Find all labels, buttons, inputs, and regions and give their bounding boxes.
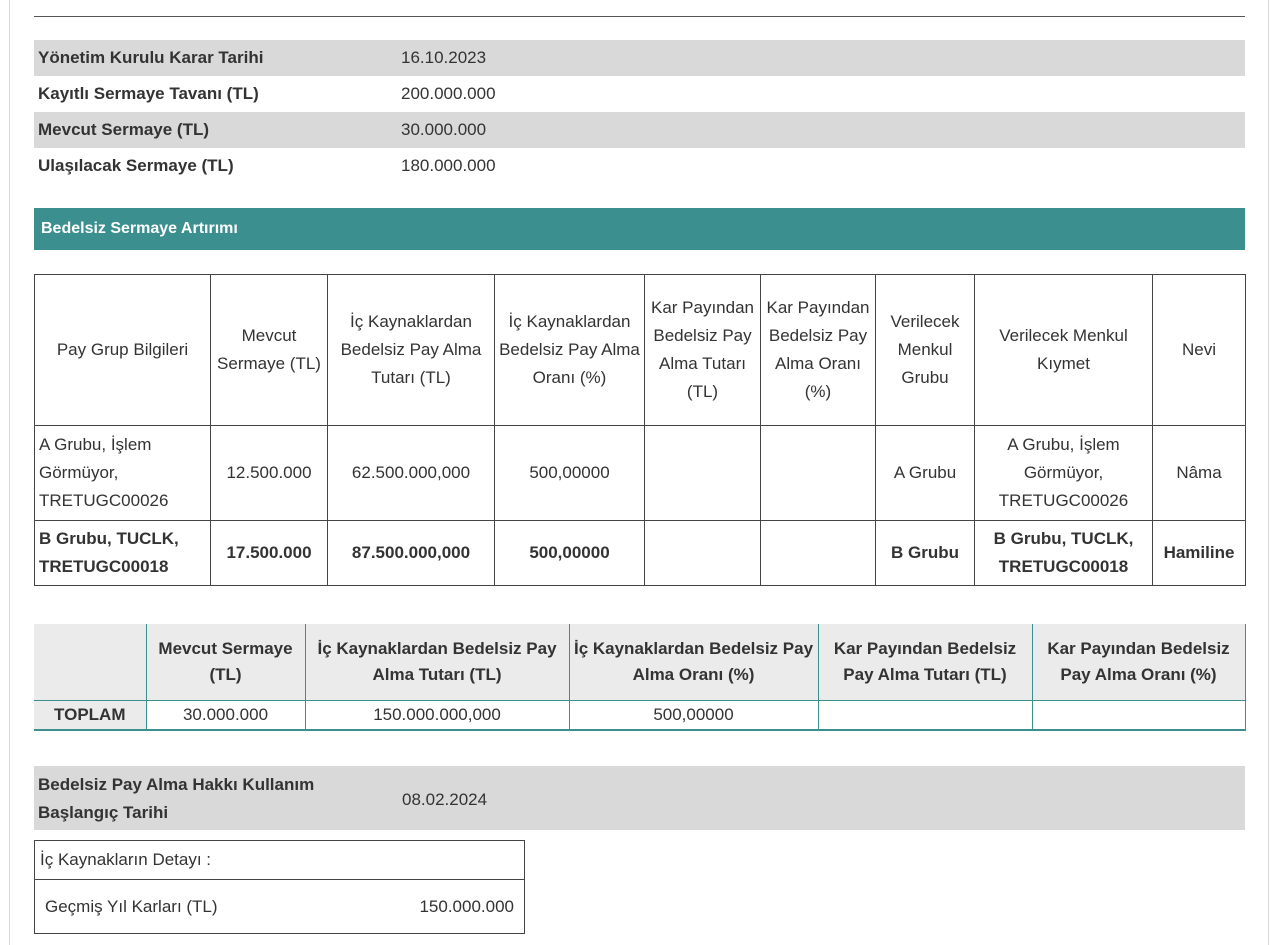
column-header: Verilecek Menkul Kıymet — [975, 275, 1153, 426]
column-header: Kar Payından Bedelsiz Pay Alma Oranı (%) — [1032, 624, 1245, 701]
table-header-row — [35, 275, 1246, 426]
table-cell — [818, 701, 1032, 731]
table-cell — [1032, 701, 1245, 731]
info-label: Yönetim Kurulu Karar Tarihi — [34, 40, 397, 76]
info-row — [34, 40, 1245, 76]
info-label: Kayıtlı Sermaye Tavanı (TL) — [38, 84, 259, 103]
table-cell: A Grubu — [876, 426, 975, 521]
right-exercise-row — [34, 766, 1245, 830]
table-cell — [645, 426, 761, 521]
column-header: İç Kaynaklardan Bedelsiz Pay Alma Oranı (%) — [495, 275, 645, 426]
column-header: Mevcut Sermaye (TL) — [211, 275, 328, 426]
total-table — [34, 624, 1246, 731]
section-header: Bedelsiz Sermaye Artırımı — [34, 208, 1245, 250]
internal-sources-value: 150.000.000 — [419, 897, 514, 916]
share-group-table — [34, 274, 1246, 586]
column-header: İç Kaynaklardan Bedelsiz Pay Alma Tutarı (TL) — [305, 624, 569, 701]
table-cell: B Grubu — [876, 521, 975, 586]
table-cell: 500,00000 — [495, 521, 645, 586]
table-cell: 30.000.000 — [146, 701, 305, 731]
table-cell — [761, 521, 876, 586]
column-header: Kar Payından Bedelsiz Pay Alma Oranı (%) — [761, 275, 876, 426]
info-row — [34, 148, 1245, 184]
internal-sources-row — [35, 880, 524, 935]
internal-sources-title: İç Kaynakların Detayı : — [35, 841, 524, 880]
info-value: 16.10.2023 — [397, 40, 1245, 76]
column-header: Verilecek Menkul Grubu — [876, 275, 975, 426]
internal-sources-label: Geçmiş Yıl Karları (TL) — [45, 897, 218, 916]
column-header: İç Kaynaklardan Bedelsiz Pay Alma Tutarı (TL) — [328, 275, 495, 426]
capital-info-table — [34, 40, 1245, 184]
column-header: Kar Payından Bedelsiz Pay Alma Tutarı (TL) — [818, 624, 1032, 701]
table-cell: 62.500.000,000 — [328, 426, 495, 521]
table-cell: A Grubu, İşlem Görmüyor, TRETUGC00026 — [35, 426, 211, 521]
info-label: Ulaşılacak Sermaye (TL) — [38, 156, 234, 175]
info-value: 30.000.000 — [397, 112, 1245, 148]
table-cell: B Grubu, TUCLK, TRETUGC00018 — [35, 521, 211, 586]
table-cell: 500,00000 — [569, 701, 818, 731]
table-cell: 150.000.000,000 — [305, 701, 569, 731]
table-cell: 500,00000 — [495, 426, 645, 521]
table-cell: B Grubu, TUCLK, TRETUGC00018 — [975, 521, 1153, 586]
right-exercise-label: Bedelsiz Pay Alma Hakkı Kullanım Başlangıç Tarihi — [38, 775, 315, 822]
table-cell: A Grubu, İşlem Görmüyor, TRETUGC00026 — [975, 426, 1153, 521]
table-cell: Nâma — [1153, 426, 1246, 521]
column-header: Kar Payından Bedelsiz Pay Alma Tutarı (TL) — [645, 275, 761, 426]
table-cell: 87.500.000,000 — [328, 521, 495, 586]
info-value: 180.000.000 — [401, 156, 496, 175]
table-cell — [761, 426, 876, 521]
info-value: 200.000.000 — [401, 84, 496, 103]
table-row — [35, 521, 1246, 586]
table-cell: 17.500.000 — [211, 521, 328, 586]
table-cell: Hamiline — [1153, 521, 1246, 586]
blank-header — [34, 624, 146, 701]
column-header: Pay Grup Bilgileri — [35, 275, 211, 426]
info-label: Mevcut Sermaye (TL) — [34, 112, 397, 148]
column-header: Nevi — [1153, 275, 1246, 426]
total-row — [34, 701, 1245, 731]
table-row — [35, 426, 1246, 521]
internal-sources-box — [34, 840, 525, 934]
table-header-row — [34, 624, 1245, 701]
column-header: İç Kaynaklardan Bedelsiz Pay Alma Oranı (%) — [569, 624, 818, 701]
info-row — [34, 112, 1245, 148]
table-cell — [645, 521, 761, 586]
info-row — [34, 76, 1245, 112]
column-header: Mevcut Sermaye (TL) — [146, 624, 305, 701]
right-exercise-value: 08.02.2024 — [402, 790, 488, 809]
table-cell: 12.500.000 — [211, 426, 328, 521]
top-divider — [34, 16, 1245, 17]
total-label: TOPLAM — [34, 701, 146, 731]
